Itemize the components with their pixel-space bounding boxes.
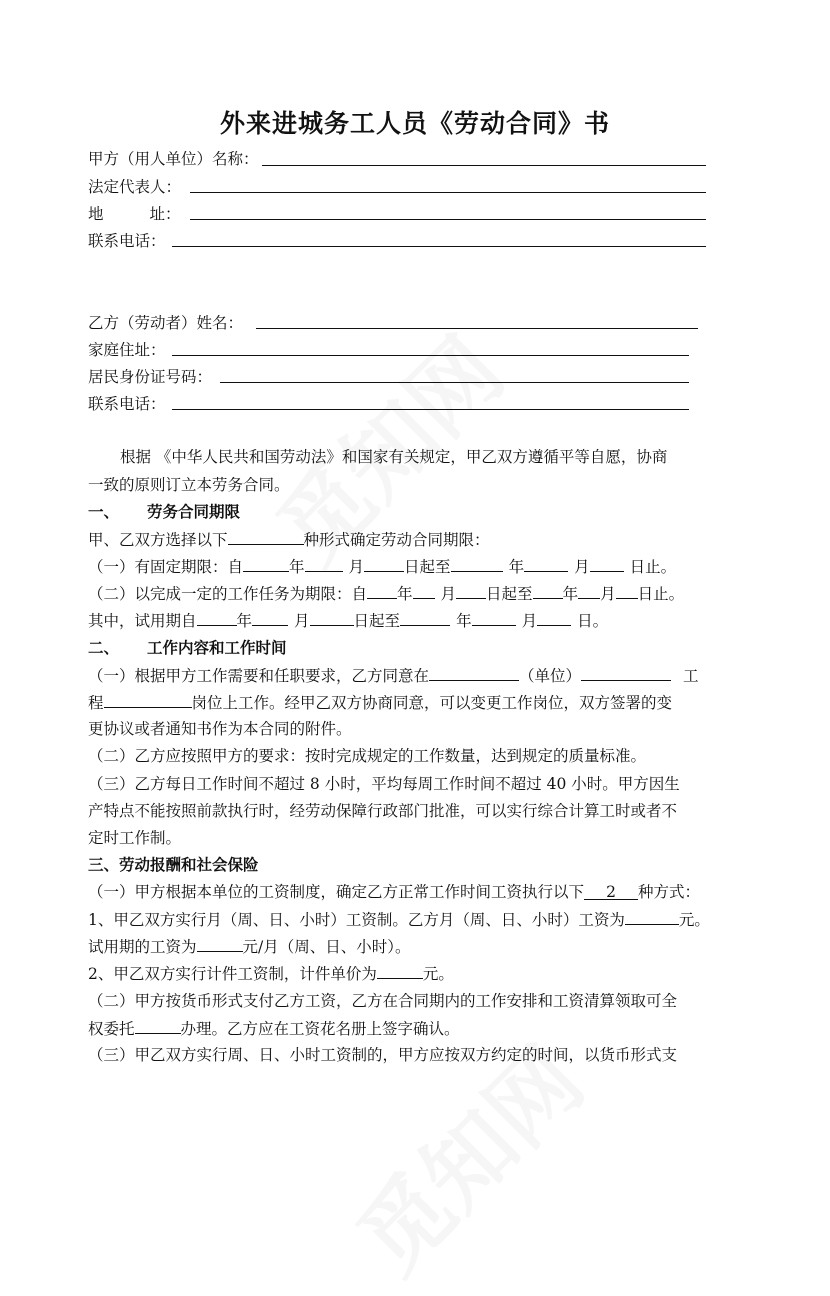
date-field[interactable] (616, 582, 638, 599)
date-field[interactable] (472, 609, 516, 626)
party-b-home-field[interactable] (172, 355, 689, 356)
intro-line-1: 根据 《中华人民共和国劳动法》和国家有关规定，甲乙双方遵循平等自愿，协商 (120, 448, 668, 466)
party-b-phone-label: 联系电话： (88, 395, 166, 413)
date-field[interactable] (364, 555, 404, 572)
section-2-line-6: 产特点不能按照前款执行时，经劳动保障行政部门批准，可以实行综合计算工时或者不 (88, 802, 678, 820)
party-a-phone-field[interactable] (172, 246, 706, 247)
project-field[interactable] (581, 664, 671, 681)
party-b-name-field[interactable] (256, 328, 698, 329)
party-a-name-row (88, 148, 259, 170)
party-a-rep-row (88, 176, 181, 198)
party-a-name-field[interactable] (262, 165, 706, 166)
party-a-addr-field[interactable] (190, 219, 706, 220)
section-3-line-5: （二）甲方按货币形式支付乙方工资，乙方在合同期内的工作安排和工资清算领取可全 (88, 992, 678, 1010)
date-field[interactable] (305, 555, 343, 572)
section-1-fixed-term: （一）有固定期限：自 年 月 日起至 年 月 日止。 (88, 555, 676, 578)
party-a-phone-row (88, 230, 166, 252)
date-field[interactable] (451, 555, 503, 572)
section-1-line-1: 甲、乙双方选择以下 种形式确定劳动合同期限： (88, 528, 490, 551)
date-field[interactable] (456, 582, 486, 599)
section-3-line-4: 2、甲乙双方实行计件工资制，计件单价为 元。 (88, 962, 454, 985)
term-type-field[interactable] (228, 528, 304, 545)
date-field[interactable] (367, 582, 397, 599)
section-2-line-7: 定时工作制。 (88, 829, 182, 847)
party-b-id-label: 居民身份证号码： (88, 368, 213, 386)
wage-method-field[interactable]: 2 (584, 881, 638, 900)
party-b-phone-row (88, 393, 166, 415)
date-field[interactable] (252, 609, 288, 626)
party-a-addr-label-2: 址： (149, 205, 181, 223)
party-b-name-label: 乙方（劳动者）姓名： (88, 314, 244, 332)
page-title: 外来进城务工人员《劳动合同》书 (219, 109, 610, 138)
date-field[interactable] (243, 555, 289, 572)
section-3-heading: 三、劳动报酬和社会保险 (88, 855, 259, 874)
section-2-heading: 二、 工作内容和工作时间 (88, 638, 287, 657)
section-3-line-7: （三）甲乙双方实行周、日、小时工资制的，甲方应按双方约定的时间，以货币形式支 (88, 1046, 678, 1064)
party-a-addr-row (88, 203, 181, 225)
party-b-home-label: 家庭住址： (88, 341, 166, 359)
section-1-heading: 一、 劳务合同期限 (88, 502, 241, 521)
section-2-line-3: 更协议或者通知书作为本合同的附件。 (88, 720, 352, 738)
section-1-task-term: （二）以完成一定的工作任务为期限：自 年 月 日起至 年 月 日止。 (88, 582, 684, 605)
date-field[interactable] (533, 582, 563, 599)
wage-amount-field[interactable] (625, 908, 679, 925)
section-3-line-6: 权委托 办理。乙方应在工资花名册上签字确认。 (88, 1017, 460, 1040)
intro-line-2: 一致的原则订立本劳务合同。 (88, 476, 290, 494)
party-a-rep-field[interactable] (190, 192, 706, 193)
party-b-phone-field[interactable] (172, 409, 689, 410)
section-3-line-2: 1、甲乙双方实行月（周、日、小时）工资制。乙方月（周、日、小时）工资为 元。 (88, 908, 710, 931)
delegate-field[interactable] (135, 1017, 181, 1034)
section-3-line-3: 试用期的工资为 元/月（周、日、小时）。 (88, 935, 411, 958)
date-field[interactable] (590, 555, 624, 572)
date-field[interactable] (537, 609, 571, 626)
party-a-name-label: 甲方（用人单位）名称： (88, 150, 259, 168)
position-field[interactable] (104, 691, 192, 708)
probation-wage-field[interactable] (197, 935, 243, 952)
party-a-phone-label: 联系电话： (88, 232, 166, 250)
date-field[interactable] (197, 609, 237, 626)
date-field[interactable] (310, 609, 354, 626)
unit-field[interactable] (429, 664, 519, 681)
section-2-line-4: （二）乙方应按照甲方的要求：按时完成规定的工作数量，达到规定的质量标准。 (88, 747, 647, 765)
party-b-id-field[interactable] (220, 382, 689, 383)
piece-rate-field[interactable] (377, 962, 423, 979)
party-b-name-row (88, 312, 243, 334)
section-2-line-2: 程 岗位上工作。经甲乙双方协商同意，可以变更工作岗位，双方签署的变 (88, 691, 672, 714)
party-a-rep-label: 法定代表人： (88, 178, 182, 196)
section-2-line-5: （三）乙方每日工作时间不超过 8 小时，平均每周工作时间不超过 40 小时。甲方因生 (88, 775, 680, 793)
party-b-home-row (88, 339, 166, 361)
date-field[interactable] (524, 555, 568, 572)
date-field[interactable] (413, 582, 435, 599)
section-1-probation: 其中，试用期自 年 月 日起至 年 月 日。 (88, 609, 608, 632)
party-a-addr-label-1: 地 (88, 205, 104, 223)
party-b-id-row (88, 366, 212, 388)
date-field[interactable] (400, 609, 450, 626)
section-2-line-1: （一）根据甲方工作需要和任职要求，乙方同意在 （单位） 工 (88, 664, 699, 687)
section-3-line-1: （一）甲方根据本单位的工资制度，确定乙方正常工作时间工资执行以下 2 种方式： (88, 883, 701, 901)
date-field[interactable] (578, 582, 600, 599)
